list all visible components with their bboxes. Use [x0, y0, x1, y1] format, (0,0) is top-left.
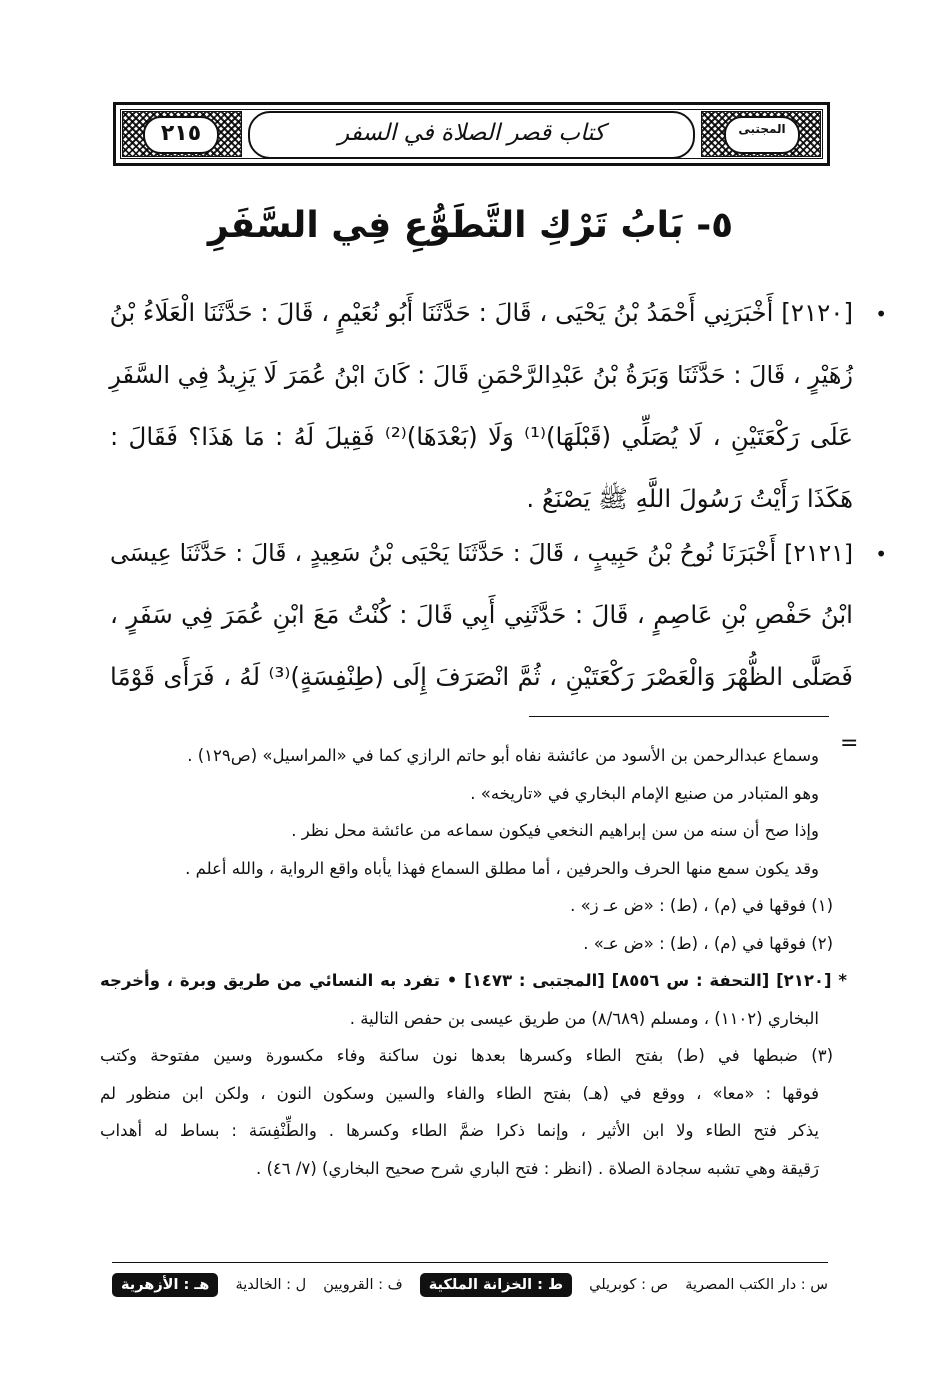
footnote-line: وسماع عبدالرحمن بن الأسود من عائشة نفاه أبو حاتم الرازي كما في «المراسيل» (ص١٢٩) . [187, 746, 819, 765]
footnote-line: (٣) ضبطها في (ط) بفتح الطاء وكسرها بعدها نون ساكنة وفاء مكسورة وسين مفتوحة وكتب [100, 1046, 833, 1065]
page-number-cartouche [143, 116, 219, 154]
book-logo: المجتبى [738, 122, 786, 136]
takhrij-line: البخاري (١١٠٢) ، ومسلم (٨/٦٨٩) من طريق عيسى بن حفص التالية . [349, 1008, 819, 1028]
footnote-separator [529, 716, 829, 717]
legend-item: ل : الخالدية [235, 1277, 307, 1293]
hadith-line: عَلَى رَكْعَتَيْنِ ، لَا يُصَلِّي (قَبْلَهَا)⁽¹⁾ وَلَا (بَعْدَهَا)⁽²⁾ فَقِيلَ لَهُ : مَا هَذَا؟ فَقَالَ : [110, 422, 853, 451]
hadith-line: ابْنُ حَفْصِ بْنِ عَاصِمٍ ، قَالَ : حَدَّثَنِي أَبِي قَالَ : كُنْتُ مَعَ ابْنِ عُمَرَ فِي سَفَرٍ ، [110, 600, 853, 629]
page-number: ٢١٥ [160, 121, 202, 146]
hadith-bullet: • [875, 302, 887, 326]
legend-item-highlighted: هـ : الأزهرية [112, 1273, 218, 1297]
footnote-line: رَقيقة وهي تشبه سجادة الصلاة . (انظر : فتح الباري شرح صحيح البخاري) (٧/ ٤٦) . [255, 1158, 819, 1178]
footnote-line: وإذا صح أن سنه من سن إبراهيم النخعي فيكون سماعه من عائشة محل نظر . [291, 821, 819, 840]
footnote-continuation-mark: = [840, 731, 859, 756]
footnote-line: (١) فوقها في (م) ، (ط) : «ض عـ ز» . [570, 896, 833, 915]
hadith-line: فَصَلَّى الظُّهْرَ وَالْعَصْرَ رَكْعَتَيْنِ ، ثُمَّ انْصَرَفَ إِلَى (طِنْفِسَةٍ)⁽³⁾ لَهُ ، فَرَأَى قَوْمًا [110, 662, 853, 691]
takhrij-line: * [٢١٢٠] [التحفة : س ٨٥٥٦] [المجتبى : ١٤٧٣] • تفرد به النسائي من طريق وبرة ، وأخرجه [100, 971, 847, 990]
page-number-ornament [122, 111, 242, 157]
legend-item: س : دار الكتب المصرية [685, 1277, 828, 1293]
chapter-title-band [248, 111, 695, 159]
chapter-title: كتاب قصر الصلاة في السفر [338, 120, 605, 146]
hadith-bullet: • [875, 542, 887, 566]
hadith-line: زُهَيْرٍ ، قَالَ : حَدَّثَنَا وَبَرَةُ بْنُ عَبْدِالرَّحْمَنِ قَالَ : كَانَ ابْنُ عُمَرَ لَا يَزِيدُ فِي السَّفَرِ [109, 361, 853, 389]
hadith-2120 [109, 282, 887, 530]
footnote-line: يذكر فتح الطاء ولا ابن الأثير ، وإنما ذكرا ضمَّ الطاء وكسرها . والطِّنْفِسَة : بساط له أهداب [100, 1121, 819, 1140]
manuscript-legend [112, 1267, 828, 1303]
legend-separator [112, 1262, 828, 1263]
page-header [113, 102, 830, 166]
hadith-line: [٢١٢١] أَخْبَرَنَا نُوحُ بْنُ حَبِيبٍ ، قَالَ : حَدَّثَنَا يَحْيَى بْنُ سَعِيدٍ ، قَالَ : حَدَّثَنَا عِيسَى [110, 539, 853, 567]
section-heading: ٥- بَابُ تَرْكِ التَّطَوُّعِ فِي السَّفَرِ [207, 205, 734, 246]
legend-item: ف : القرويين [323, 1277, 403, 1293]
footnote-line: وقد يكون سمع منها الحرف والحرفين ، أما مطلق السماع فهذا يأباه واقع الرواية ، والله أعلم . [185, 858, 819, 878]
hadith-2121 [110, 522, 887, 708]
hadith-line: هَكَذَا رَأَيْتُ رَسُولَ اللَّهِ ﷺ يَصْنَعُ . [526, 484, 853, 513]
footnotes [100, 737, 847, 1187]
book-logo-cartouche [724, 116, 800, 154]
legend-item: ص : كوبريلي [589, 1277, 669, 1293]
footnote-line: فوقها : «معا» ، ووقع في (هـ) بفتح الطاء والفاء والسين وسكون النون ، ولكن ابن منظور لم [100, 1083, 819, 1103]
footnote-line: (٢) فوقها في (م) ، (ط) : «ض عـ» . [583, 933, 833, 953]
hadith-line: [٢١٢٠] أَخْبَرَنِي أَحْمَدُ بْنُ يَحْيَى ، قَالَ : حَدَّثَنَا أَبُو نُعَيْمٍ ، قَالَ : حَدَّثَنَا الْعَلَاءُ بْنُ [109, 298, 853, 327]
book-logo-ornament [701, 111, 821, 157]
legend-item-highlighted: ط : الخزانة الملكية [420, 1273, 572, 1297]
footnote-line: وهو المتبادر من صنيع الإمام البخاري في «تاريخه» . [470, 783, 819, 803]
